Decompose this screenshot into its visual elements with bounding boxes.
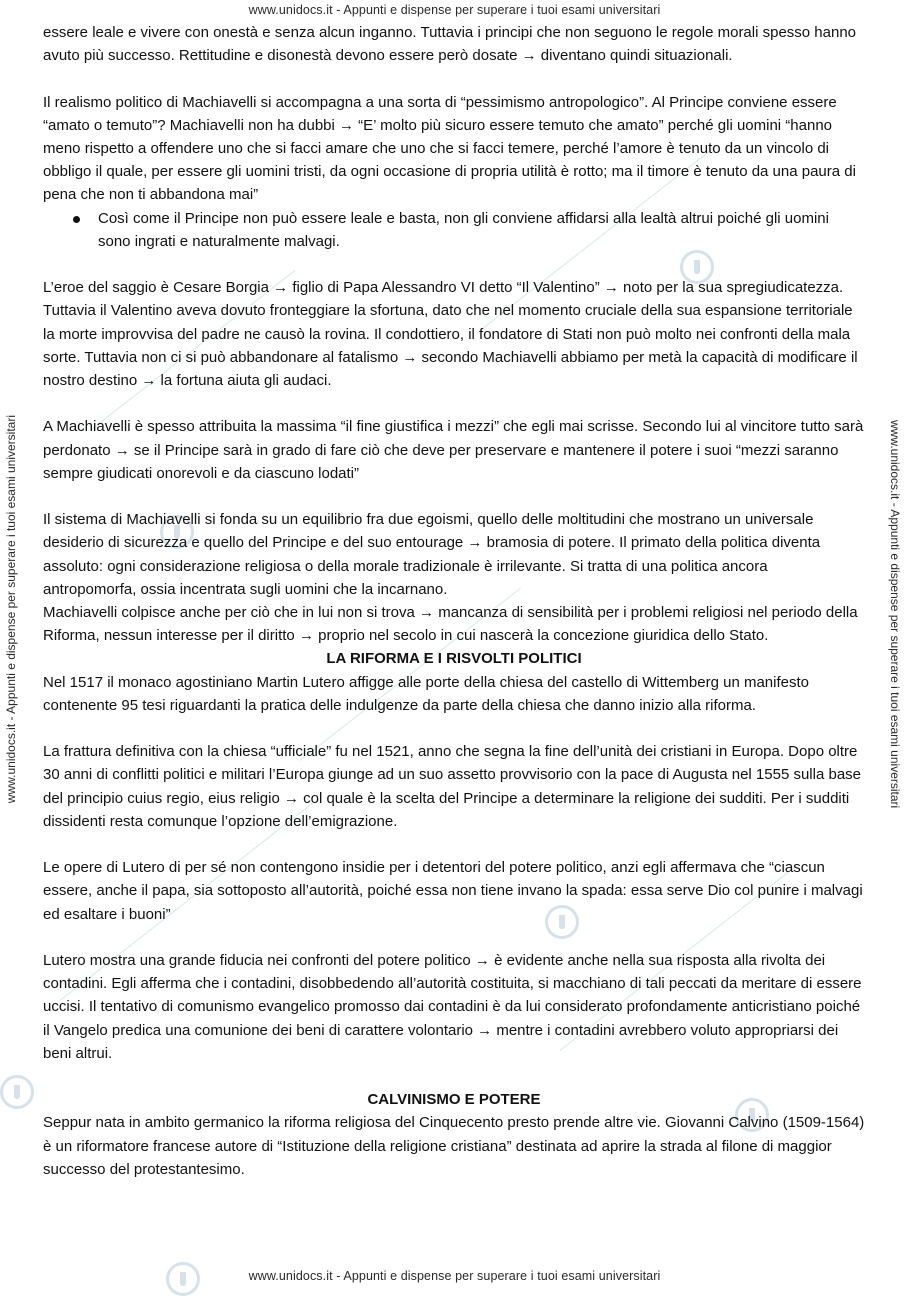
watermark-side-left: www.unidocs.it - Appunti e dispense per superare i tuoi esami universitari — [4, 415, 18, 804]
paragraph: A Machiavelli è spesso attribuita la massima “il fine giustifica i mezzi” che egli mai scrisse. Secondo lui al vincitore tutto sarà perdonato → se il Principe sarà in grado di fare ciò che deve per preservare e mantenere il potere i suoi “mezzi saranno sempre giudicati onorevoli e da ciascuno lodati” — [43, 418, 864, 482]
list-item — [43, 207, 865, 253]
paragraph: Seppur nata in ambito germanico la riforma religiosa del Cinquecento presto prende altre vie. Giovanni Calvino (1509-1564) è un riformatore francese autore di “Istituzione della religione cristiana” destinata ad aprire la strada al filone di maggior successo del protestantesimo. — [43, 1114, 865, 1178]
paragraph: essere leale e vivere con onestà e senza alcun inganno. Tuttavia i principi che non seguono le regole morali spesso hanno avuto più successo. Rettitudine e disonestà devono essere però dosate → diventano quindi situazionali. — [43, 24, 857, 65]
watermark-logo-icon — [0, 1075, 34, 1109]
document-body — [43, 21, 865, 1181]
watermark-banner-top: www.unidocs.it - Appunti e dispense per superare i tuoi esami universitari — [248, 3, 661, 17]
paragraph: Il realismo politico di Machiavelli si accompagna a una sorta di “pessimismo antropologico”. Al Principe conviene essere “amato o temuto”? Machiavelli non ha dubbi → “E’ molto più sicuro essere temuto che amato” perché gli uomini “hanno meno rispetto a offendere uno che si facci amare che uno che si facci temere, perché l’amore è tenuto da un vincolo di obbligo il quale, per essere gli uomini tristi, da ogni occasione di propria utilità è rotto; ma il timore è tenuto da una paura di pena che non ti abbandona mai” — [43, 93, 856, 204]
paragraph: Lutero mostra una grande fiducia nei confronti del potere politico → è evidente anche nella sua risposta alla rivolta dei contadini. Egli afferma che i contadini, disobbedendo all’autorità costituita, si macchiano di tali peccati da meritare di essere uccisi. Il tentativo di comunismo evangelico promosso dai contadini è da lui considerato profondamente anticristiano poiché il Vangelo predica una comunione dei beni di carattere volontario → mentre i contadini avrebbero voluto appropriarsi dei beni altrui. — [43, 952, 862, 1062]
bullet-icon — [73, 216, 80, 223]
paragraph: Machiavelli colpisce anche per ciò che in lui non si trova → mancanza di sensibilità per i problemi religiosi nel periodo della Riforma, nessun interesse per il diritto → proprio nel secolo in cui nascerà la concezione giuridica dello Stato. — [43, 604, 858, 645]
section-heading: CALVINISMO E POTERE — [367, 1091, 541, 1109]
paragraph: L’eroe del saggio è Cesare Borgia → figlio di Papa Alessandro VI detto “Il Valentino” → noto per la sua spregiudicatezza. Tuttavia il Valentino aveva dovuto fronteggiare la sfortuna, dato che nel momento cruciale della sua espansione territoriale la morte improvvisa del padre ne causò la rovina. Il condottiero, il fondatore di Stati non può molto nei confronti della mala sorte. Tuttavia non ci si può abbandonare al fatalismo → secondo Machiavelli abbiamo per metà la capacità di modificare il nostro destino → la fortuna aiuta gli audaci. — [43, 279, 858, 390]
watermark-side-right: www.unidocs.it - Appunti e dispense per superare i tuoi esami universitari — [888, 420, 902, 809]
list-item-text: Così come il Principe non può essere leale e basta, non gli conviene affidarsi alla lealtà altrui poiché gli uomini sono ingrati e naturalmente malvagi. — [98, 209, 829, 250]
paragraph: La frattura definitiva con la chiesa “ufficiale” fu nel 1521, anno che segna la fine dell’unità dei cristiani in Europa. Dopo oltre 30 anni di conflitti politici e militari l’Europa giunge ad un suo assetto provvisorio con la pace di Augusta nel 1555 sulla base del principio cuius regio, eius religio → col quale è la scelta del Principe a determinare la religione dei sudditi. Per i sudditi dissidenti resta comunque l’opzione dell’emigrazione. — [43, 743, 861, 830]
watermark-banner-bottom: www.unidocs.it - Appunti e dispense per superare i tuoi esami universitari — [248, 1269, 661, 1283]
paragraph: Le opere di Lutero di per sé non contengono insidie per i detentori del potere politico, anzi egli affermava che “ciascun essere, anche il papa, sia sottoposto all’autorità, poiché essa non tiene invano la spada: essa serve Dio col punire i malvagi ed esaltare i buoni” — [43, 859, 863, 923]
paragraph: Nel 1517 il monaco agostiniano Martin Lutero affigge alle porte della chiesa del castello di Wittemberg un manifesto contenente 95 tesi riguardanti la pratica delle indulgenze da parte della chiesa che danno inizio alla riforma. — [43, 673, 809, 714]
paragraph: Il sistema di Machiavelli si fonda su un equilibrio fra due egoismi, quello delle moltitudini che mostrano un universale desiderio di sicurezza e quello del Principe e del suo entourage → bramosia di potere. Il primato della politica diventa assoluto: ogni considerazione religiosa o della morale tradizionale è irrilevante. Si tratta di una politica ancora antropomorfa, ossia incentrata sugli uomini che la incarnano. — [43, 511, 821, 598]
section-heading: LA RIFORMA E I RISVOLTI POLITICI — [326, 650, 582, 668]
